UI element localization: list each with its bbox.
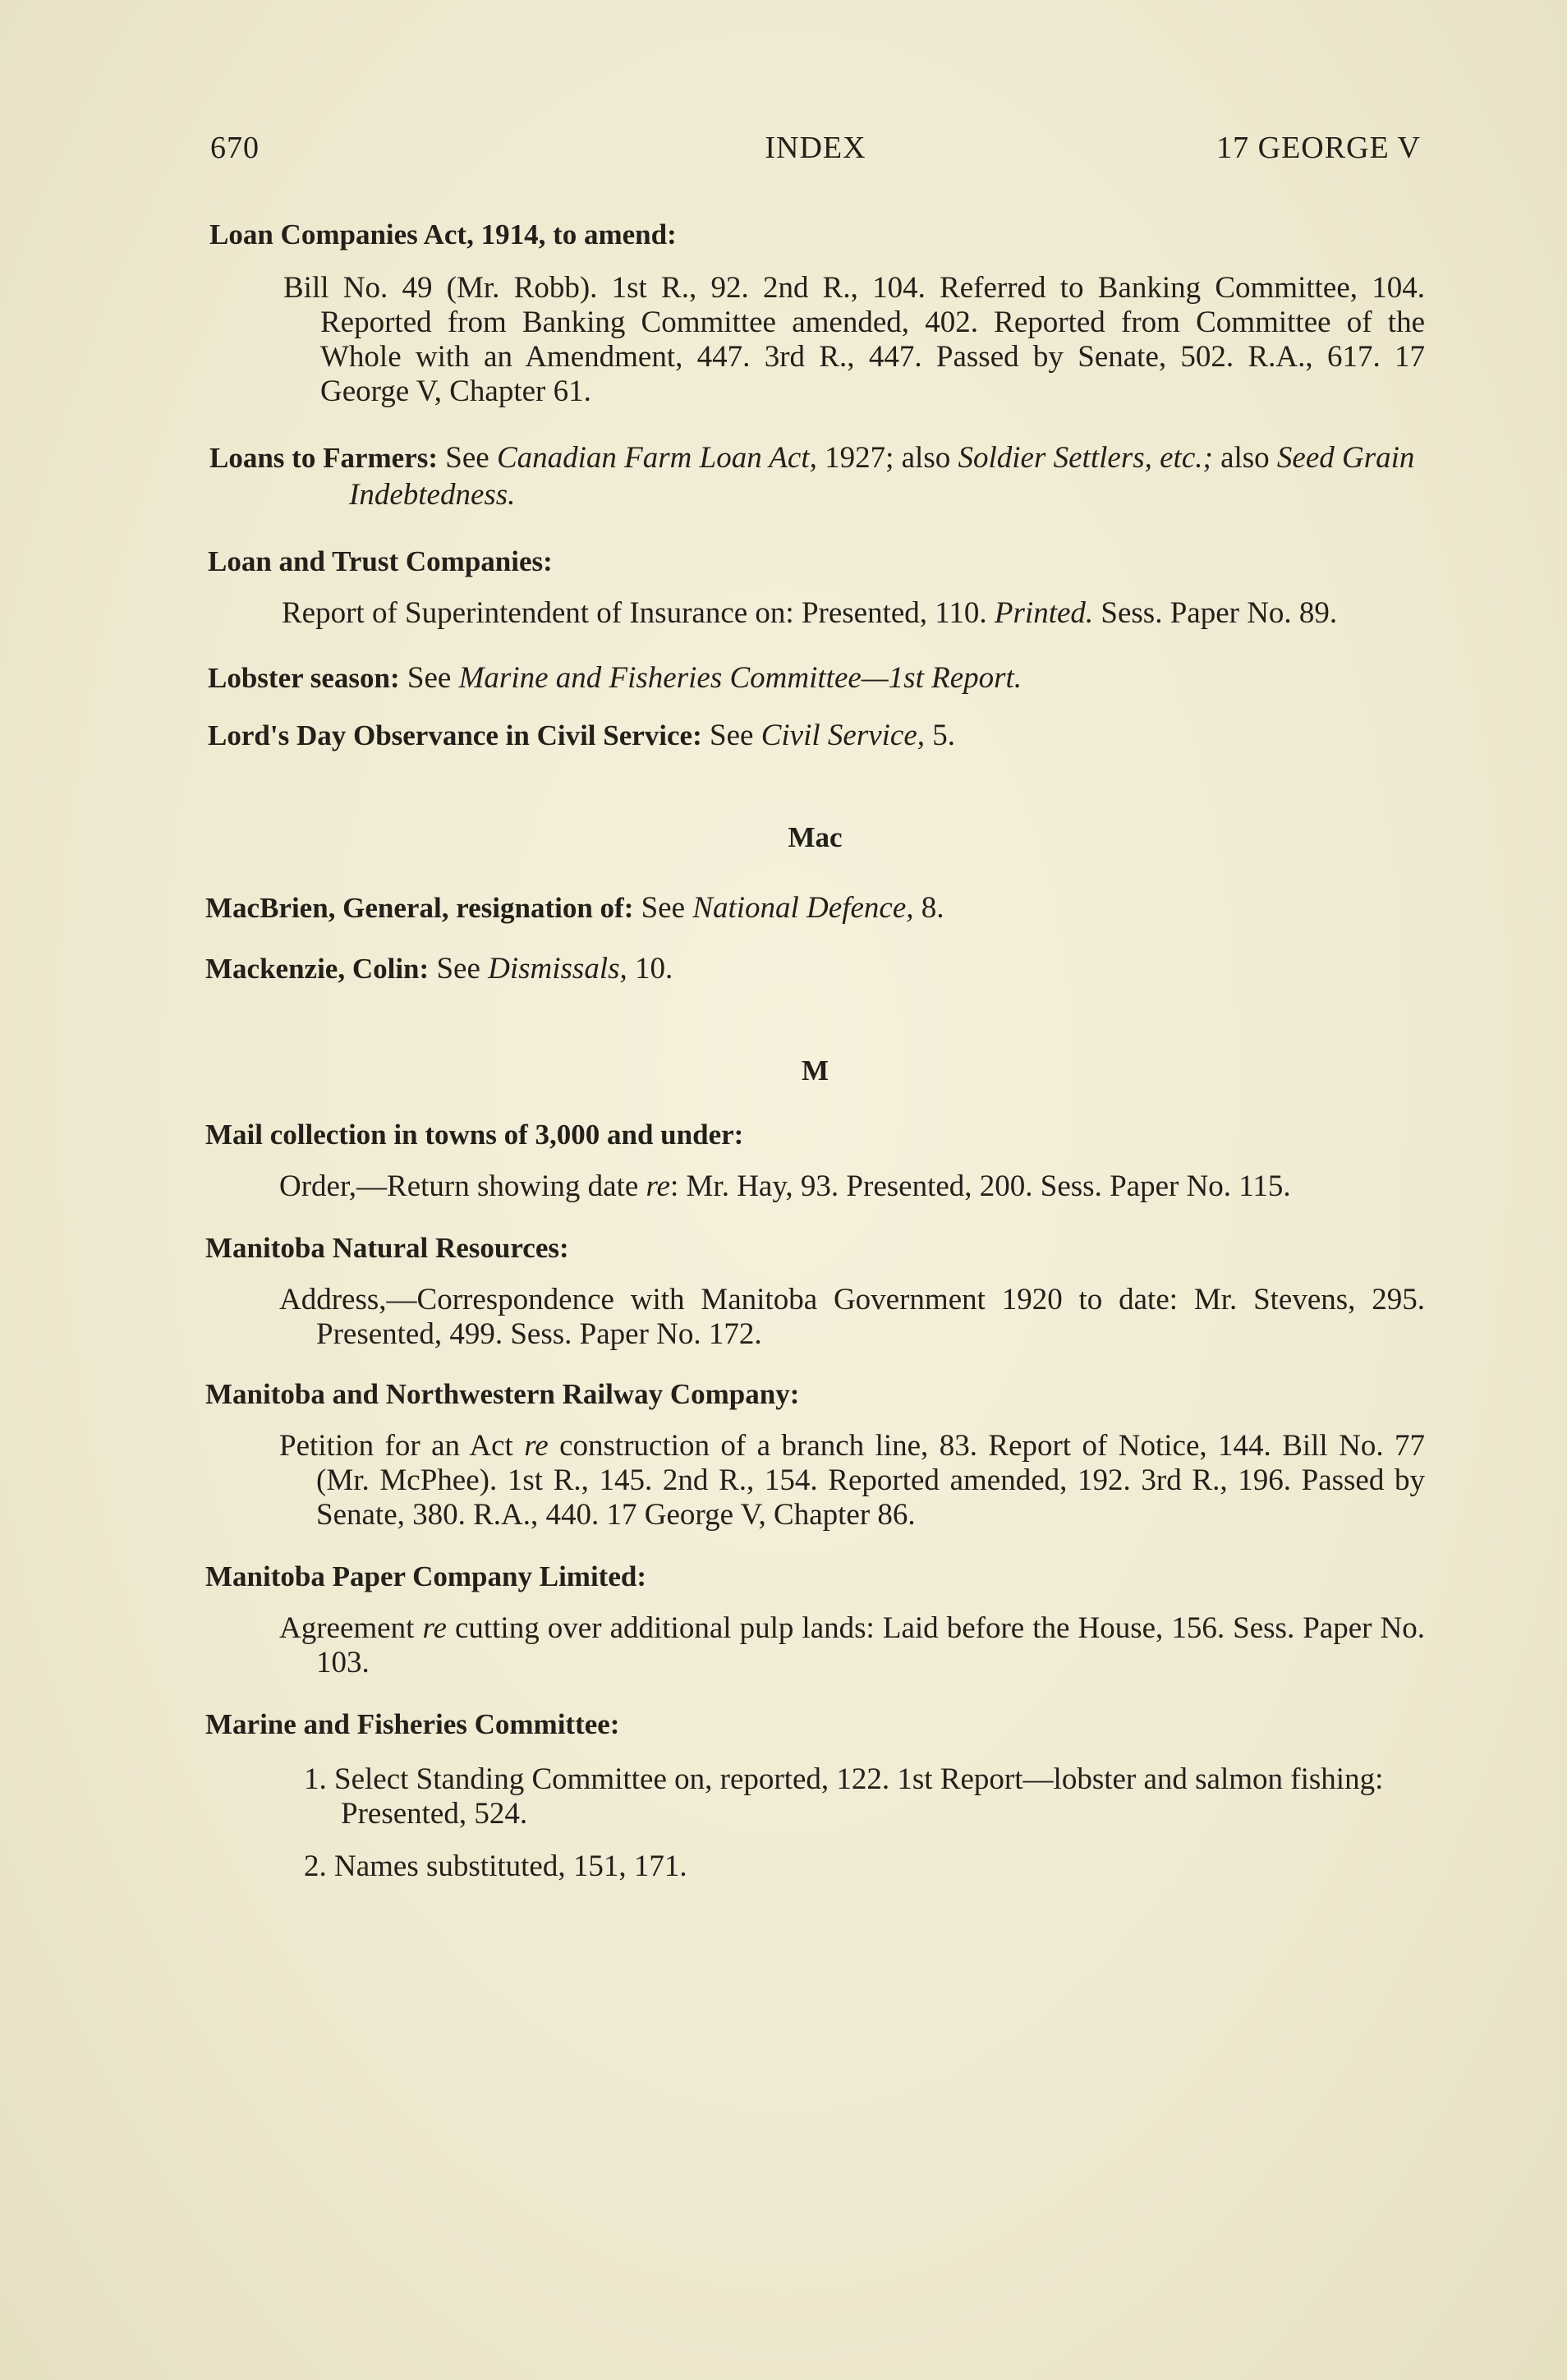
re-label: re xyxy=(524,1429,549,1463)
entry-lobster xyxy=(208,659,1425,698)
entry-manitoba-paper xyxy=(205,1557,1425,1680)
entry-text: cutting over additional pulp lands: Laid before the House, 156. Sess. Paper No. 103. xyxy=(316,1611,1426,1679)
cross-reference: Soldier Settlers, etc.; xyxy=(958,441,1213,475)
entry-loans-farmers xyxy=(209,439,1425,512)
entry-heading: MacBrien, General, resignation of: xyxy=(205,892,634,924)
cross-reference: Civil Service, xyxy=(761,719,926,752)
entry-heading: Marine and Fisheries Committee: xyxy=(205,1708,620,1740)
cross-reference: Seed Grain Indebtedness. xyxy=(349,441,1415,512)
entry-text: Address,—Correspondence with Manitoba Government 1920 to date: Mr. Stevens, 295. Presented, 499. Sess. Paper No. 172. xyxy=(279,1283,1425,1351)
cross-reference: Dismissals, xyxy=(488,952,627,986)
cross-reference: Canadian Farm Loan Act, xyxy=(496,441,817,475)
entry-text: Order,—Return showing date xyxy=(279,1169,639,1203)
printed-label: Printed. xyxy=(994,596,1094,630)
see-label: See xyxy=(710,719,754,752)
section-heading-m: M xyxy=(801,1054,829,1087)
entry-text-block xyxy=(208,596,1425,631)
entry-text: Sess. Paper No. 89. xyxy=(1101,596,1338,630)
entry-text-block xyxy=(205,1611,1425,1680)
entry-macbrien xyxy=(205,889,1425,928)
entry-mail-collection xyxy=(205,1115,1425,1204)
entry-heading: Manitoba Paper Company Limited: xyxy=(205,1560,646,1592)
entry-heading: Lobster season: xyxy=(208,662,400,694)
entry-heading: Mail collection in towns of 3,000 and under: xyxy=(205,1119,744,1151)
entry-text: : Mr. Hay, 93. Presented, 200. Sess. Paper No. 115. xyxy=(669,1169,1291,1203)
reference-number: 10. xyxy=(635,952,673,986)
entry-text: Agreement xyxy=(279,1611,415,1645)
entry-lords-day xyxy=(208,716,1425,756)
running-title: INDEX xyxy=(765,131,866,165)
entry-manitoba-resources xyxy=(205,1229,1425,1352)
entry-heading: Loans to Farmers: xyxy=(209,442,439,474)
re-label: re xyxy=(646,1169,670,1203)
entry-text: 1927; also xyxy=(825,441,951,475)
entry-heading: Mackenzie, Colin: xyxy=(205,953,430,985)
cross-reference: National Defence, xyxy=(692,891,914,925)
entry-text: Bill No. 49 (Mr. Robb). 1st R., 92. 2nd R., 104. Referred to Banking Committee, 104. Reported from Banking Committee amended, 402. Reported from Committee of the Whole with an Amendment, 447. 3rd R., 447. Passed by Senate, 502. R.A., 617. 17 George V, Chapter 61. xyxy=(283,271,1425,408)
entry-text-block xyxy=(205,1429,1425,1532)
entry-manitoba-railway xyxy=(205,1375,1425,1532)
reference-number: 5. xyxy=(932,719,956,752)
entry-heading: Manitoba and Northwestern Railway Company: xyxy=(205,1378,800,1410)
regnal-year: 17 GEORGE V xyxy=(1216,131,1421,165)
list-item: 2. Names substituted, 151, 171. xyxy=(304,1849,687,1883)
entry-heading: Lord's Day Observance in Civil Service: xyxy=(208,719,702,751)
entry-text: construction of a branch line, 83. Report of Notice, 144. Bill No. 77 (Mr. McPhee). 1st R., 145. 2nd R., 154. Reported amended, 192. 3rd R., 196. Passed by Senate, 380. R.A., 440. 17 George V, Chapter 86. xyxy=(316,1429,1426,1532)
entry-marine-fisheries xyxy=(205,1705,1425,1884)
entry-loan-trust xyxy=(208,542,1425,631)
entry-loan-companies xyxy=(209,215,1425,409)
entry-heading: Loan and Trust Companies: xyxy=(208,545,553,577)
entry-heading: Manitoba Natural Resources: xyxy=(205,1232,569,1264)
page-number: 670 xyxy=(210,131,260,165)
entry-text: Report of Superintendent of Insurance on: Presented, 110. xyxy=(282,596,987,630)
section-heading-mac: Mac xyxy=(788,821,843,853)
running-header xyxy=(210,130,1421,171)
see-label: See xyxy=(445,441,489,475)
entry-mackenzie xyxy=(205,949,1425,989)
index-content xyxy=(205,215,1425,1884)
see-label: See xyxy=(436,952,480,986)
see-label: See xyxy=(641,891,686,925)
entry-heading: Loan Companies Act, 1914, to amend: xyxy=(209,218,677,250)
see-label: See xyxy=(407,661,452,695)
cross-reference: Marine and Fisheries Committee—1st Report. xyxy=(458,661,1022,695)
entry-text: Petition for an Act xyxy=(279,1429,513,1463)
reference-number: 8. xyxy=(921,891,944,925)
list-item: 1. Select Standing Committee on, reported, 122. 1st Report—lobster and salmon fishing: Presented, 524. xyxy=(304,1762,1384,1831)
re-label: re xyxy=(422,1611,447,1645)
entry-text-block xyxy=(205,1169,1425,1204)
entry-text: also xyxy=(1220,441,1270,475)
